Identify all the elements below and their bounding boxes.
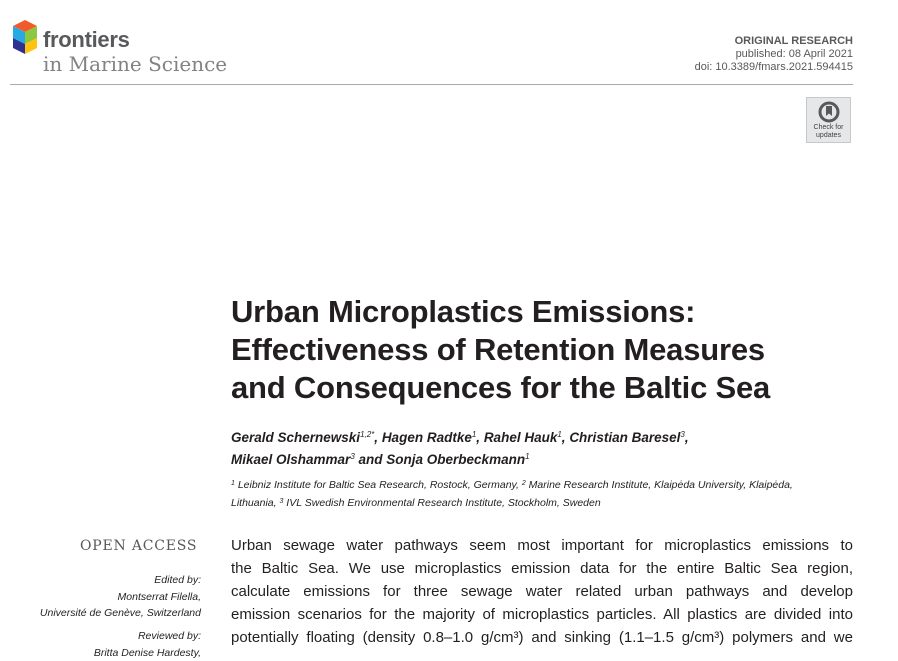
abstract-line: the Baltic Sea. We use microplastics emission data for the entire Baltic Sea region,: [231, 560, 853, 577]
affil-text: Leibniz Institute for Baltic Sea Research, Rostock, Germany,: [234, 479, 522, 491]
affiliation-line-1: [231, 476, 793, 494]
check-for-updates-button[interactable]: [806, 97, 851, 143]
author-name[interactable]: Sonja Oberbeckmann: [386, 452, 526, 467]
header-divider: [10, 84, 853, 85]
editor-name[interactable]: Montserrat Filella,: [117, 591, 201, 603]
abstract-line: Urban sewage water pathways seem most important for microplastics emissions to: [231, 537, 853, 554]
author-affil-sup: 3: [680, 430, 685, 439]
journal-name[interactable]: in Marine Science: [43, 52, 228, 76]
affil-number: 3: [279, 497, 284, 505]
open-access-label: OPEN ACCESS: [80, 538, 198, 554]
check-updates-line1: Check for: [813, 124, 844, 131]
author-name[interactable]: Hagen Radtke: [381, 430, 472, 445]
bookmark-ring-icon: [818, 101, 840, 123]
author-name[interactable]: Mikael Olshammar: [231, 452, 351, 467]
affil-text: Lithuania,: [231, 496, 280, 509]
affil-text: Marine Research Institute, Klaipėda University, Klaipėda,: [525, 479, 793, 491]
article-meta: [695, 35, 853, 74]
title-line: Effectiveness of Retention Measures: [231, 332, 765, 367]
reviewer-name[interactable]: Britta Denise Hardesty,: [93, 647, 201, 659]
title-line: and Consequences for the Baltic Sea: [231, 370, 771, 405]
affiliations: [231, 476, 793, 511]
title-line: Urban Microplastics Emissions:: [231, 294, 696, 329]
author-list: [231, 425, 689, 469]
doi-link[interactable]: doi: 10.3389/fmars.2021.594415: [694, 61, 853, 73]
author-line-1: Gerald Schernewski$^{1,2*}$, Hagen Radtke$^1$, Rahel Hauk$^1$, Christian Baresel$^3$,: [231, 430, 689, 445]
author-affil-sup: 1: [471, 430, 477, 439]
author-affil-sup: 1,2*: [360, 430, 375, 439]
author-affil-sup: 3: [350, 452, 355, 461]
abstract-line: emission scenarios for the majority of microplastics particles. All plastics are divided into: [231, 606, 853, 623]
author-name[interactable]: Christian Baresel: [569, 430, 681, 445]
frontiers-logo-icon: [10, 20, 40, 54]
article-title: [231, 293, 770, 407]
check-updates-line2: updates: [816, 132, 841, 139]
affiliation-line-2: [231, 494, 793, 512]
abstract-line: calculate emissions for three sewage water related urban pathways and develop: [231, 583, 853, 600]
logo-wordmark[interactable]: frontiers: [43, 27, 130, 52]
author-name[interactable]: Gerald Schernewski: [231, 430, 361, 445]
abstract-text: [231, 534, 853, 649]
editor-affiliation: Université de Genève, Switzerland: [39, 607, 201, 619]
author-line-2: Mikael Olshammar$^3$ and Sonja Oberbeckmann$^1$: [231, 452, 530, 467]
article-type: ORIGINAL RESEARCH: [734, 35, 853, 47]
author-affil-sup: 1: [557, 430, 562, 439]
affil-number: 1: [231, 480, 235, 487]
edited-by-label: Edited by:: [154, 574, 201, 586]
affil-text: IVL Swedish Environmental Research Institute, Stockholm, Sweden: [283, 496, 601, 509]
affil-number: 2: [521, 480, 526, 487]
author-name[interactable]: Rahel Hauk: [483, 430, 558, 445]
reviewed-by-label: Reviewed by:: [137, 630, 201, 642]
published-date: published: 08 April 2021: [735, 48, 853, 60]
abstract-line: potentially floating (density 0.8–1.0 g/cm³) and sinking (1.1–1.5 g/cm³) polymers and we: [231, 629, 853, 646]
author-affil-sup: 1: [525, 452, 530, 461]
